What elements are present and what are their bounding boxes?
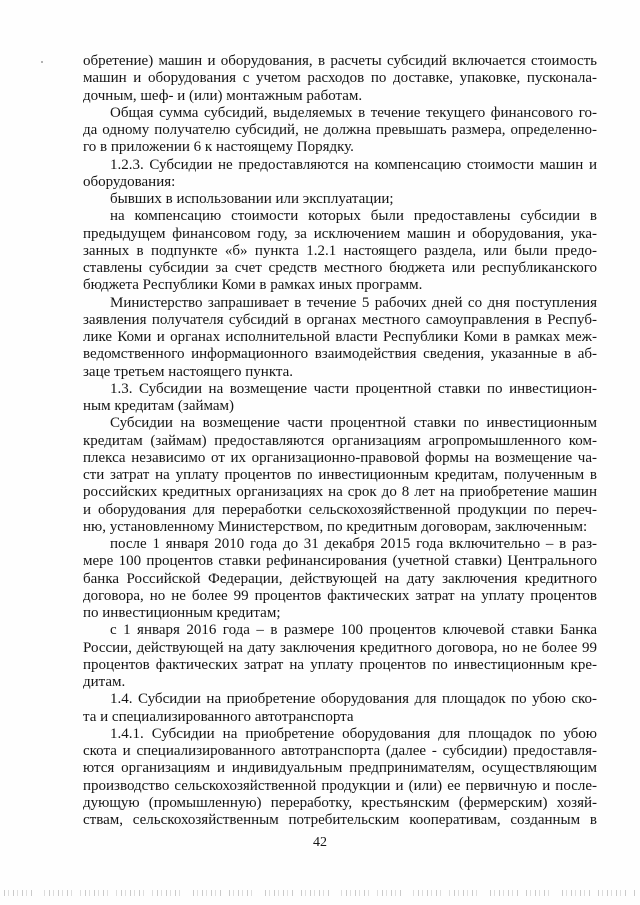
text-line: 1.2.3. Субсидии не предоставляются на компенсацию стоимости машин и xyxy=(110,156,597,173)
text-line: по инвестиционным кредитам; xyxy=(83,605,281,621)
text-line: 1.3. Субсидии на возмещение части процентной ставки по инвестицион- xyxy=(110,380,597,397)
text-line: ню, установленному Министерством, по кредитным договорам, заключенным: xyxy=(83,518,588,535)
text-line: ным кредитам (займам) xyxy=(83,398,235,414)
paragraph xyxy=(83,536,597,622)
text-line: лике Коми и органах исполнительной власти Республики Коми в рамках меж- xyxy=(83,329,597,345)
paragraph xyxy=(83,726,597,830)
text-line: заявления получателя субсидий в органах местного самоуправления в Респуб- xyxy=(83,311,597,328)
text-line: обретение) машин и оборудования, в расчеты субсидий включается стоимость xyxy=(83,53,597,69)
text-line: после 1 января 2010 года до 31 декабря 2015 года включительно – в раз- xyxy=(110,536,597,552)
paragraph xyxy=(83,295,597,381)
text-line: на компенсацию стоимости которых были предоставлены субсидии в xyxy=(110,208,597,225)
paragraph xyxy=(83,191,597,208)
text-line: процентов фактических затрат на уплату процентов по инвестиционным кре- xyxy=(83,656,597,673)
text-line: дочным, шеф- и (или) монтажным работам. xyxy=(83,87,363,104)
text-line: ствам, сельскохозяйственным потребительским кооперативам, созданным в xyxy=(83,812,597,828)
paragraph xyxy=(83,622,597,691)
text-line: бывших в использовании или эксплуатации; xyxy=(110,191,394,207)
text-line: машин и оборудования с учетом расходов по доставке, упаковке, пусконала- xyxy=(83,70,597,87)
text-line: Общая сумма субсидий, выделяемых в течение текущего финансового го- xyxy=(110,104,597,121)
text-line: мере 100 процентов ставки рефинансирования (учетной ставки) Центрального xyxy=(83,553,597,570)
text-line: с 1 января 2016 года – в размере 100 процентов ключевой ставки Банка xyxy=(110,622,597,639)
text-line: сти затрат на уплату процентов по инвестиционным кредитам, полученным в xyxy=(83,467,597,483)
text-line: та и специализированного автотранспорта xyxy=(83,708,354,725)
paragraph xyxy=(83,691,597,726)
text-line: плекса независимо от их организационно-правовой формы на возмещение ча- xyxy=(83,449,597,466)
page-number: 42 xyxy=(313,835,327,850)
text-line: занных в подпункте «б» пункта 1.2.1 настоящего раздела, или были предо- xyxy=(83,242,597,259)
text-line: банка Российской Федерации, действующей на дату заключения кредитного xyxy=(83,570,597,587)
text-line: скота и специализированного автотранспорта (далее - субсидии) предоставля- xyxy=(83,743,597,759)
text-line: ставлены субсидии за счет средств местного бюджета или республиканского xyxy=(83,260,597,276)
text-line: 1.4.1. Субсидии на приобретение оборудования для площадок по убою xyxy=(110,725,597,742)
text-line: ются организациям и индивидуальным предпринимателям, осуществляющим xyxy=(83,760,597,777)
paragraph xyxy=(83,415,597,536)
document-body xyxy=(83,53,597,829)
paragraph xyxy=(83,208,597,294)
text-line: договора, но не более 99 процентов фактических затрат на уплату процентов xyxy=(83,587,597,604)
text-line: бюджета Республики Коми в рамках иных программ. xyxy=(83,277,423,294)
paragraph xyxy=(83,53,597,105)
text-line: предыдущем финансовом году, за исключением машин и оборудования, ука- xyxy=(83,225,597,242)
text-line: дующую (промышленную) переработку, крестьянским (фермерским) хозяй- xyxy=(83,794,597,811)
text-line: России, действующей на дату заключения кредитного договора, но не более 99 xyxy=(83,639,597,656)
text-line: 1.4. Субсидии на приобретение оборудования для площадок по убою ско- xyxy=(110,691,597,708)
text-line: ведомственного информационного взаимодействия сведения, указанные в аб- xyxy=(83,346,597,363)
text-line: оборудования: xyxy=(83,173,176,190)
text-line: кредитам (займам) предоставляются организациям агропромышленного ком- xyxy=(83,432,597,449)
text-line: дитам. xyxy=(83,674,126,690)
paragraph xyxy=(83,105,597,157)
text-line: российских кредитных организациях на срок до 8 лет на приобретение машин xyxy=(83,484,597,501)
scan-noise-strip xyxy=(4,890,636,896)
paragraph xyxy=(83,381,597,416)
scan-speck xyxy=(41,61,43,63)
text-line: Субсидии на возмещение части процентной ставки по инвестиционным xyxy=(110,415,597,432)
text-line: заце третьем настоящего пункта. xyxy=(83,363,294,380)
text-line: производство сельскохозяйственной продукции и (или) ее первичную и после- xyxy=(83,777,597,794)
paragraph xyxy=(83,157,597,192)
text-line: го в приложении 6 к настоящему Порядку. xyxy=(83,139,354,156)
text-line: Министерство запрашивает в течение 5 рабочих дней со дня поступления xyxy=(110,294,597,311)
text-line: да одному получателю субсидий, не должна превышать размера, определенно- xyxy=(83,122,597,138)
text-line: и оборудования для переработки сельскохозяйственной продукции по переч- xyxy=(83,501,597,518)
